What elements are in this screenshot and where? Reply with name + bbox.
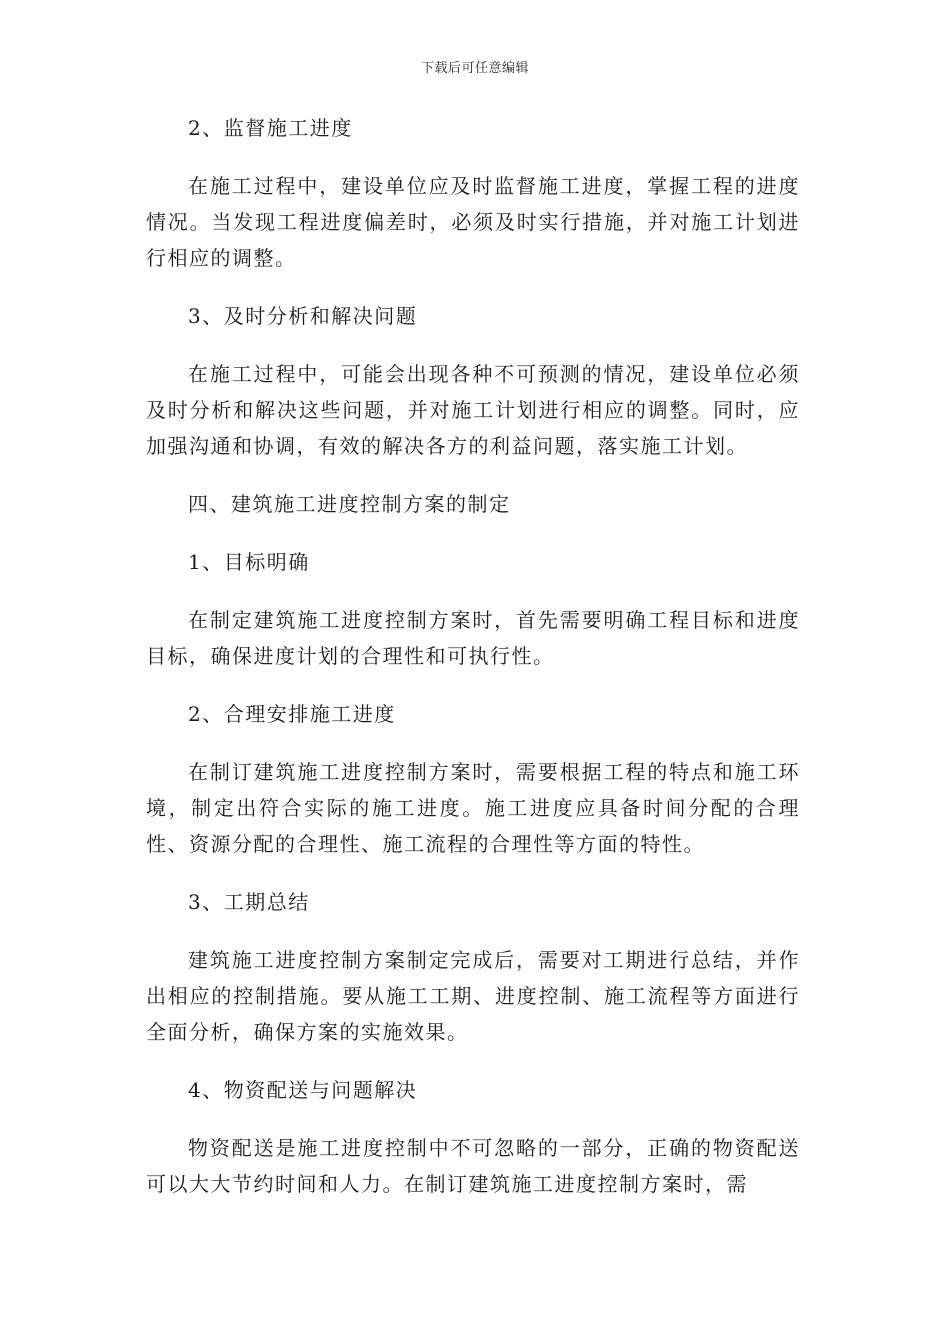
- section-heading: 1、目标明确: [188, 550, 310, 574]
- section-heading: 2、监督施工进度: [188, 116, 353, 140]
- section-heading: 3、及时分析和解决问题: [188, 304, 418, 328]
- paragraph: 在制定建筑施工进度控制方案时，首先需要明确工程目标和进度目标，确保进度计划的合理性和可执行性。: [146, 608, 800, 668]
- section-heading: 2、合理安排施工进度: [188, 702, 396, 726]
- section-heading: 3、工期总结: [188, 890, 310, 914]
- chapter-heading: 四、建筑施工进度控制方案的制定: [188, 492, 511, 516]
- paragraph: 在制订建筑施工进度控制方案时，需要根据工程的特点和施工环境，制定出符合实际的施工进度。施工进度应具备时间分配的合理性、资源分配的合理性、施工流程的合理性等方面的特性。: [146, 760, 800, 856]
- paragraph: 在施工过程中，建设单位应及时监督施工进度，掌握工程的进度情况。当发现工程进度偏差时，必须及时实行措施，并对施工计划进行相应的调整。: [146, 174, 800, 270]
- header-note: 下载后可任意编辑: [420, 61, 529, 76]
- paragraph: 在施工过程中，可能会出现各种不可预测的情况，建设单位必须及时分析和解决这些问题，并对施工计划进行相应的调整。同时，应加强沟通和协调，有效的解决各方的利益问题，落实施工计划。: [146, 362, 800, 458]
- paragraph: 建筑施工进度控制方案制定完成后，需要对工期进行总结，并作出相应的控制措施。要从施工工期、进度控制、施工流程等方面进行全面分析，确保方案的实施效果。: [146, 948, 800, 1044]
- paragraph: 物资配送是施工进度控制中不可忽略的一部分，正确的物资配送可以大大节约时间和人力。在制订建筑施工进度控制方案时，需: [146, 1136, 800, 1196]
- document-body: [146, 110, 800, 1224]
- section-heading: 4、物资配送与问题解决: [188, 1078, 418, 1102]
